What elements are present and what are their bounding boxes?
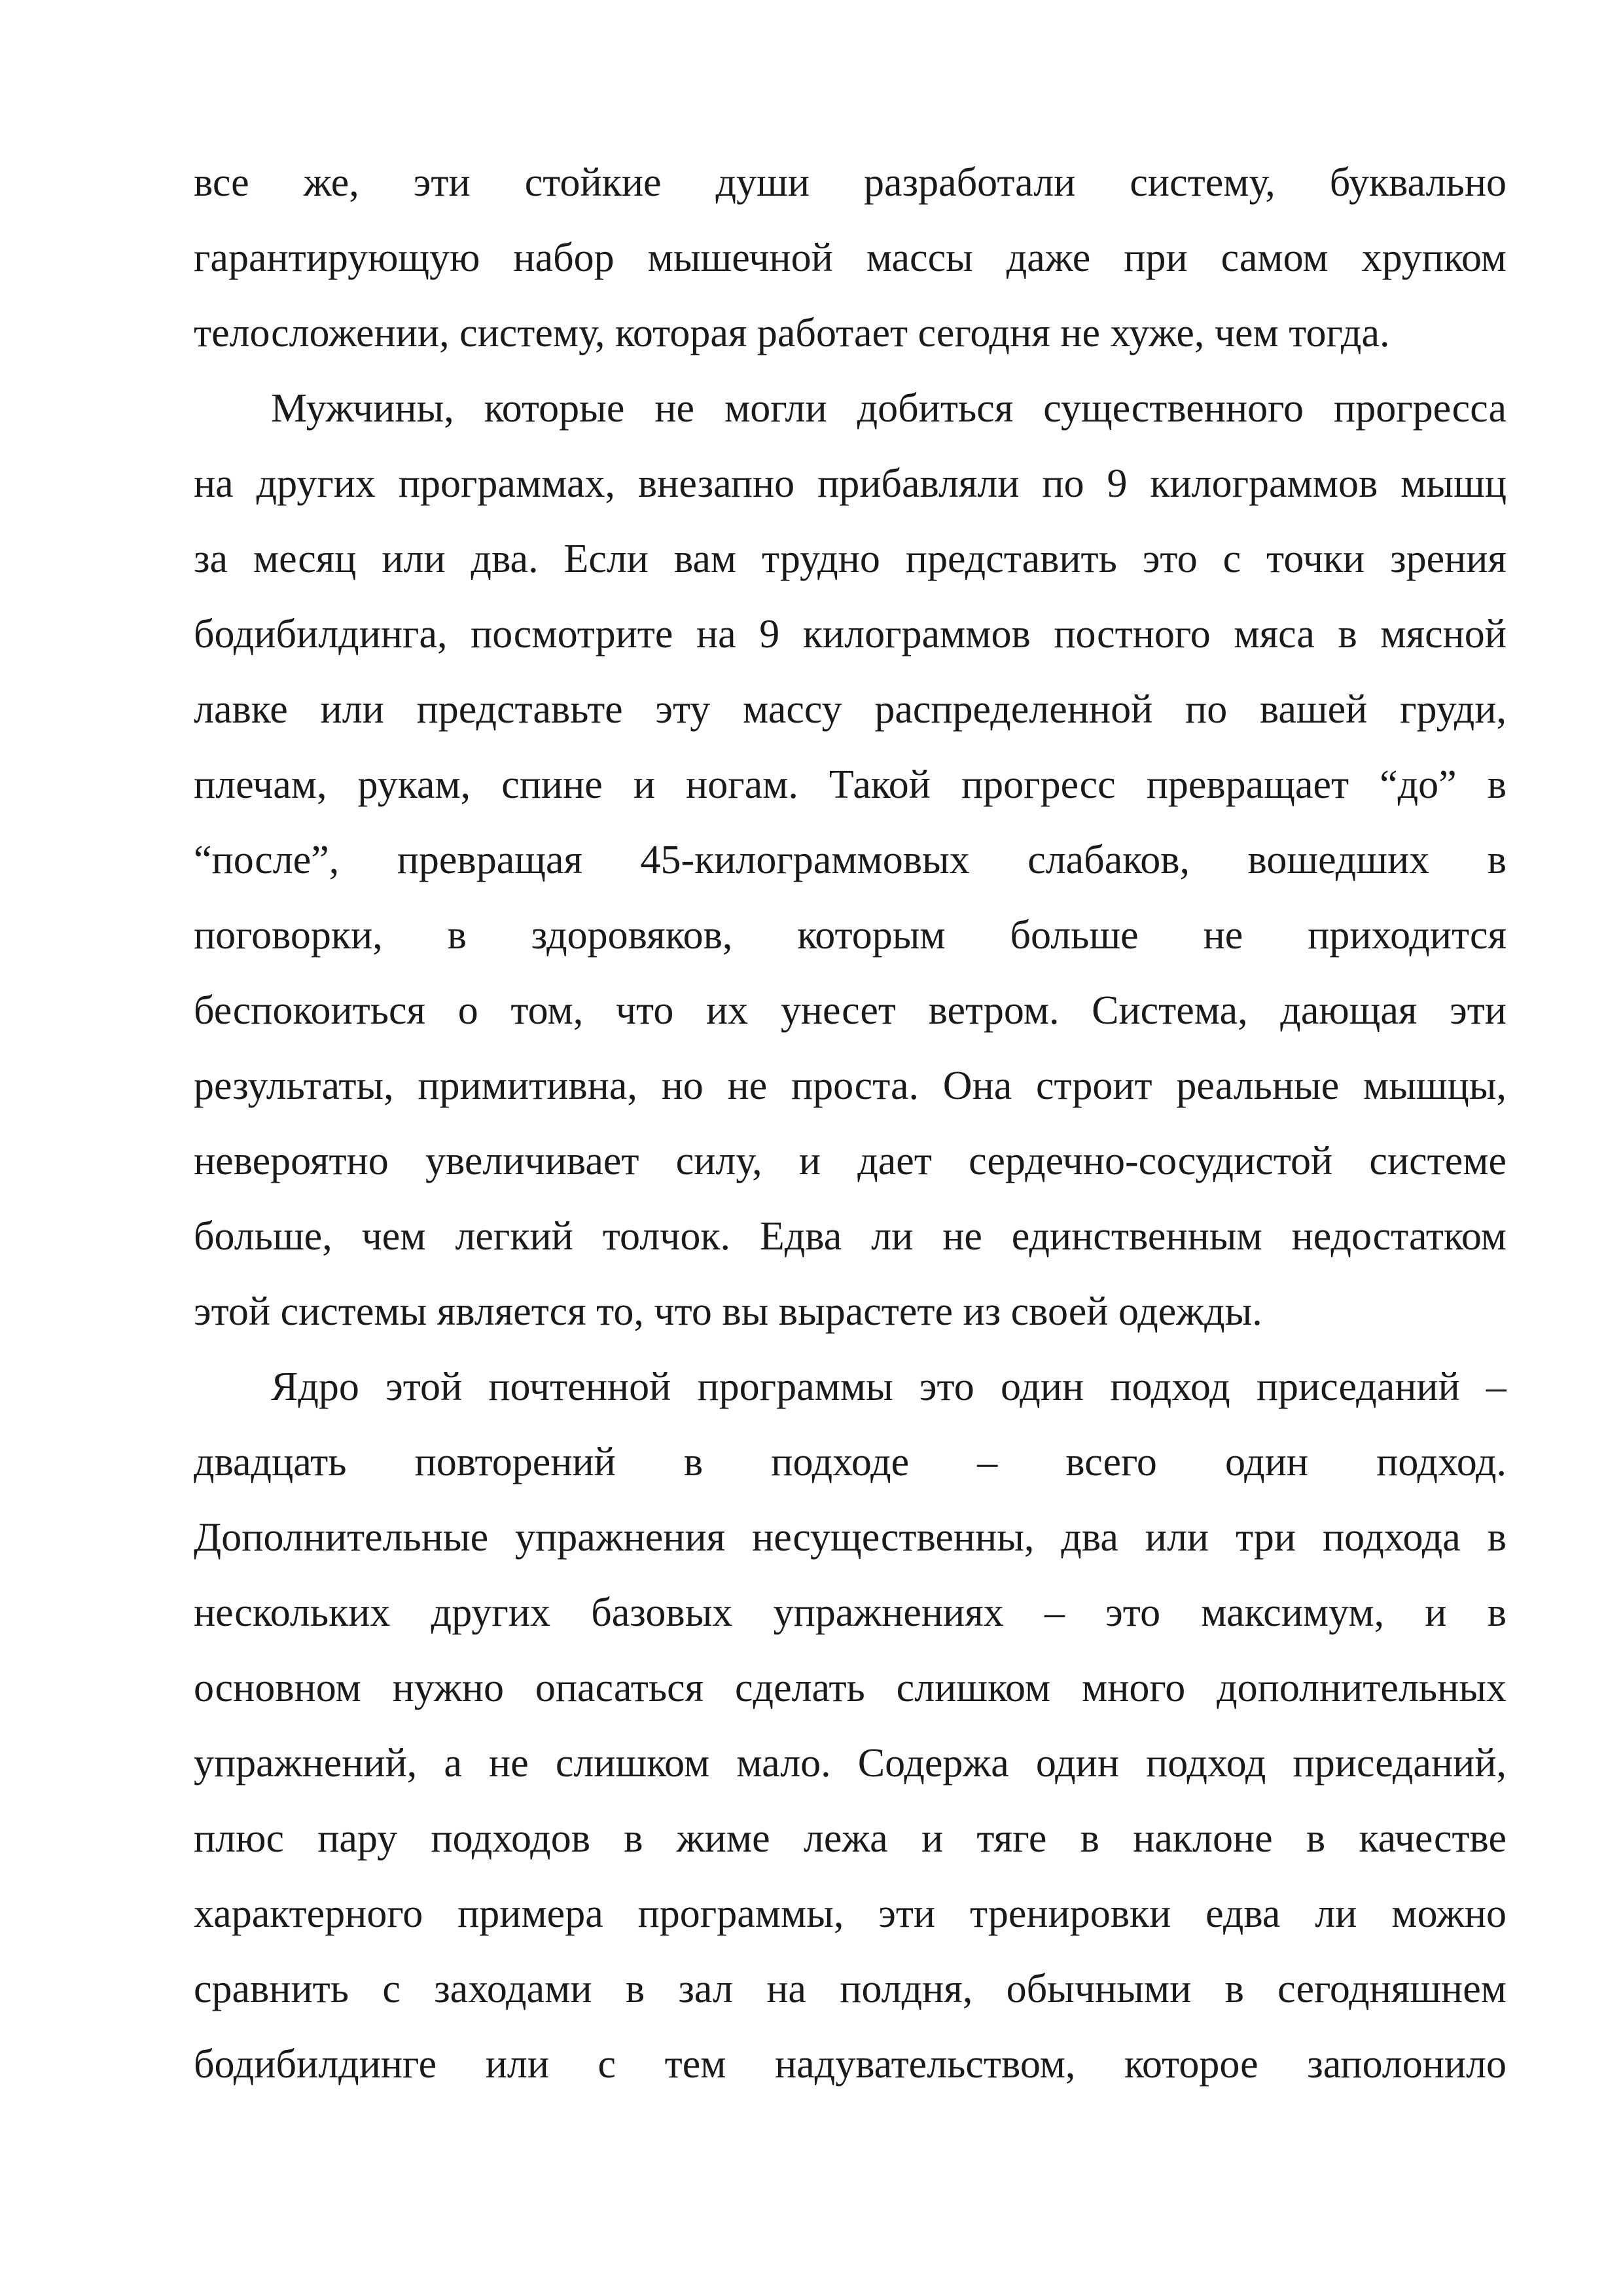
- text-line: плюс пару подходов в жиме лежа и тяге в наклоне в качестве: [194, 1816, 1507, 1861]
- text-line: бодибилдинге или с тем надувательством, которое заполонило: [194, 2042, 1507, 2087]
- text-line: упражнений, а не слишком мало. Содержа один подход приседаний,: [194, 1741, 1507, 1785]
- text-line: “после”, превращая 45-килограммовых слабаков, вошедших в: [194, 838, 1507, 882]
- text-line: нескольких других базовых упражнениях – это максимум, и в: [194, 1590, 1507, 1635]
- text-line: невероятно увеличивает силу, и дает сердечно-сосудистой системе: [194, 1139, 1507, 1183]
- text-line: больше, чем легкий толчок. Едва ли не единственным недостатком: [194, 1214, 1507, 1259]
- text-line: Ядро этой почтенной программы это один подход приседаний –: [271, 1365, 1507, 1409]
- text-line: Дополнительные упражнения несущественны, два или три подхода в: [194, 1515, 1507, 1560]
- text-line: гарантирующую набор мышечной массы даже при самом хрупком: [194, 236, 1507, 280]
- text-line: беспокоиться о том, что их унесет ветром. Система, дающая эти: [194, 988, 1507, 1033]
- body-text: [194, 145, 1507, 2102]
- text-line: поговорки, в здоровяков, которым больше не приходится: [194, 913, 1507, 958]
- text-line: все же, эти стойкие души разработали систему, буквально: [194, 160, 1507, 205]
- text-line: двадцать повторений в подходе – всего один подход.: [194, 1440, 1507, 1484]
- text-line: за месяц или два. Если вам трудно представить это с точки зрения: [194, 537, 1507, 581]
- text-line: телосложении, систему, которая работает сегодня не хуже, чем тогда.: [194, 311, 1390, 355]
- text-line: основном нужно опасаться сделать слишком много дополнительных: [194, 1666, 1507, 1710]
- text-line: на других программах, внезапно прибавляли по 9 килограммов мышц: [194, 461, 1507, 506]
- text-line: этой системы является то, что вы вырастете из своей одежды.: [194, 1289, 1262, 1334]
- text-line: лавке или представьте эту массу распределенной по вашей груди,: [194, 687, 1507, 732]
- text-line: Мужчины, которые не могли добиться существенного прогресса: [271, 386, 1507, 431]
- text-line: бодибилдинга, посмотрите на 9 килограммов постного мяса в мясной: [194, 612, 1507, 656]
- text-line: плечам, рукам, спине и ногам. Такой прогресс превращает “до” в: [194, 762, 1507, 807]
- text-line: сравнить с заходами в зал на полдня, обычными в сегодняшнем: [194, 1967, 1507, 2011]
- text-line: результаты, примитивна, но не проста. Она строит реальные мышцы,: [194, 1064, 1507, 1108]
- text-line: характерного примера программы, эти тренировки едва ли можно: [194, 1892, 1507, 1936]
